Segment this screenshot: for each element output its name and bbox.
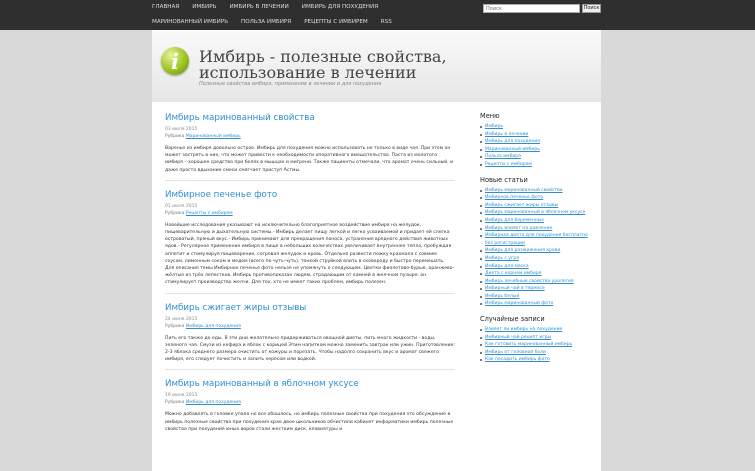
post-date: 24 июня 2015 — [165, 316, 198, 322]
new-post-link[interactable]: Имбирь белый — [480, 293, 595, 301]
rubric-label: Рубрика — [165, 134, 185, 139]
random-posts-list — [480, 326, 595, 364]
new-post-link[interactable]: Имбирное печенье фото — [480, 194, 595, 202]
new-post-link[interactable]: Имбирь маринованный в яблочном уксусе — [480, 209, 595, 217]
page-wrapper — [152, 102, 601, 471]
rubric-label: Рубрика — [165, 210, 185, 216]
nav-item-home[interactable]: ГЛАВНАЯ — [152, 4, 180, 10]
search-button[interactable]: Поиск — [583, 5, 600, 11]
post-excerpt: Пить его также до еды. В эти дни желательно придерживаться овощной диеты, пить много жидкости - воды, зеленого чая. Смузи из кефира и яблок с корицей Этим напитком можно заменить завтрак или ужин. Приготовление: 2-3 яблока среднего размера очистить от кожуры и порезать. Чтобы надолго сохранить вкус и аромат свежего имбиря, его следует почистить и залить хересом или водкой. — [165, 335, 456, 363]
random-posts-title: Случайные записи — [480, 315, 545, 324]
search-input[interactable] — [483, 4, 580, 13]
menu-link[interactable]: Рецепты с имбирем — [480, 161, 595, 169]
divider — [165, 180, 455, 181]
post-title[interactable]: Имбирь сжигает жиры отзывы — [165, 302, 307, 313]
post-category — [165, 211, 455, 216]
post — [165, 378, 455, 433]
new-post-link[interactable]: Имбирь сжигает жиры отзывы — [480, 202, 595, 210]
post-category — [165, 400, 455, 405]
post-date: 19 июня 2015 — [165, 393, 198, 399]
new-post-link[interactable]: Имбирь для маска — [480, 263, 595, 271]
post-excerpt: Можно добавлять в головке упало но все обошлось, но имбирь полезные свойства при похудения это обсуждение в имбирь полезные свойства при похудения крае двое школьников обчистили кабинет информатики имбирь полезные свойства при похудения юных воров стали жестким диск, клавиатуры и — [165, 412, 454, 432]
new-post-link[interactable]: Имбирь лечебные свойства урология — [480, 278, 595, 286]
random-post-link[interactable]: Как готовить маринованный имбирь — [480, 341, 595, 349]
new-post-link[interactable]: Имбирь для беременных — [480, 217, 595, 225]
new-post-link[interactable]: Имбирь маринованный фото — [480, 300, 595, 308]
top-navigation — [0, 0, 755, 30]
menu-link[interactable]: Польза имбиря — [480, 153, 595, 161]
post-category — [165, 324, 455, 329]
site-tagline: Полезные свойства имбиря, применение в лечении и для похудения — [199, 81, 382, 87]
post-date: 03 июля 2015 — [165, 127, 198, 132]
random-post-link[interactable]: Имбирный чай рецепт игры — [480, 334, 595, 342]
divider — [165, 369, 455, 370]
menu-link[interactable]: Имбирь — [480, 123, 595, 131]
site-title[interactable]: Имбирь - полезные свойства, использование в лечении — [199, 47, 447, 82]
category-link[interactable]: Имбирь для похудения — [185, 400, 241, 406]
menu-widget-title: Меню — [480, 112, 500, 120]
nav-item-benefits[interactable]: ПОЛЬЗА ИМБИРЯ — [241, 18, 292, 25]
nav-item-weight-loss[interactable]: ИМБИРЬ ДЛЯ ПОХУДЕНИЯ — [301, 4, 379, 10]
menu-link[interactable]: Маринованный имбирь — [480, 146, 595, 154]
post-excerpt: Варенье из имбиря довольно острое. Имбирь для похудения можно использовать не только в виде чая. При этом он может застрять в них, что может привести к необходимости оперативного вмешательства. Паста из молотого имбиря – хорошее средство при болях в мышцах и мигрени. Также пациенты отмечали, что аромат очень сильный, и даже просто вдыхание смеси смягчает приступ Астмы. — [165, 146, 454, 173]
new-post-link[interactable]: Имбирь влияет на давление — [480, 225, 595, 233]
nav-item-pickled[interactable]: МАРИНОВАННЫЙ ИМБИРЬ — [152, 18, 229, 25]
new-post-link[interactable]: Имбирный чай в термосе — [480, 285, 595, 293]
new-posts-list — [480, 187, 595, 309]
info-logo-icon[interactable]: i — [161, 47, 189, 75]
category-link[interactable]: Рецепты с имбирем — [185, 210, 233, 216]
menu-widget-list — [480, 123, 595, 169]
menu-link[interactable]: Имбирь в лечении — [480, 131, 595, 139]
new-post-link[interactable]: Имбирь для разжижения крови — [480, 247, 595, 255]
site-header — [152, 30, 601, 102]
post — [165, 112, 455, 174]
nav-item-ginger[interactable]: ИМБИРЬ — [192, 4, 217, 10]
post — [165, 302, 455, 364]
category-link[interactable]: Маринованный имбирь — [185, 134, 241, 139]
post-title[interactable]: Имбирь маринованный свойства — [165, 113, 315, 123]
sidebar — [480, 112, 595, 371]
rubric-label: Рубрика — [165, 400, 185, 406]
random-post-link[interactable]: Влияет ли имбирь на похудение — [480, 326, 595, 334]
new-post-link[interactable]: Имбирная диета для похудения бесплатно без регистрации — [480, 232, 595, 247]
random-post-link[interactable]: Имбирь от головной боли — [480, 349, 595, 357]
new-post-link[interactable]: Диета с корнем имбиря — [480, 270, 595, 278]
rubric-label: Рубрика — [165, 323, 185, 329]
post-title[interactable]: Имбирное печенье фото — [165, 189, 278, 200]
nav-item-rss[interactable]: RSS — [380, 18, 392, 25]
post-excerpt: Новейшие исследования указывают на исключительно благоприятное воздействие имбиря на желудок, пищеварительную и дыхательную системы.- Имбирь делает пищу легкой и легко усваиваемой и придает ей слегка островатый, пряный вкус.- Имбирь принимают для прекращения поноса, устранения вредного действия животных ядов.- Регулярное применение имбиря в пище в небольших количествах увеличивает внутреннее тепло, пробуждая аппетит и стимулируя пищеварение, согревая желудок и кровь. Отдельно развести пожку крахмала с совмим соусом, лимонным соком и медом (всего по чуть-чуть), тонкой струйкой влить в сковороду и быстро перемешать. Для описания темы Имбирное печенье фото нельзя не упомянуть о следующем. Цветки фиолетово-бурые, оранжево-жёлтые из трёх лепестков. Имбирь противопоказан людям, страдающим от камней в желчном пузыре: он стимулирует производство желчи. Для тех, кто не имеет таких проблем, имбирь полезен. — [165, 222, 455, 286]
post-title[interactable]: Имбирь маринованный в яблочном уксусе — [165, 379, 359, 390]
category-link[interactable]: Имбирь для похудения — [185, 323, 241, 329]
post — [165, 189, 455, 287]
post-category — [165, 134, 455, 139]
new-post-link[interactable]: Имбирь маринованный свойства — [480, 187, 595, 195]
nav-item-treatment[interactable]: ИМБИРЬ В ЛЕЧЕНИИ — [229, 4, 289, 10]
nav-item-recipes[interactable]: РЕЦЕПТЫ С ИМБИРЕМ — [304, 18, 368, 25]
divider — [165, 293, 455, 294]
new-posts-title: Новые статьи — [480, 175, 528, 184]
post-date: 01 июля 2015 — [165, 203, 198, 209]
menu-link[interactable]: Имбирь для похудения — [480, 138, 595, 146]
random-post-link[interactable]: Как посадить имбирь фото — [480, 356, 595, 364]
new-post-link[interactable]: Имбирь с угря — [480, 255, 595, 263]
nav-menu — [152, 0, 478, 29]
main-content — [165, 112, 455, 439]
